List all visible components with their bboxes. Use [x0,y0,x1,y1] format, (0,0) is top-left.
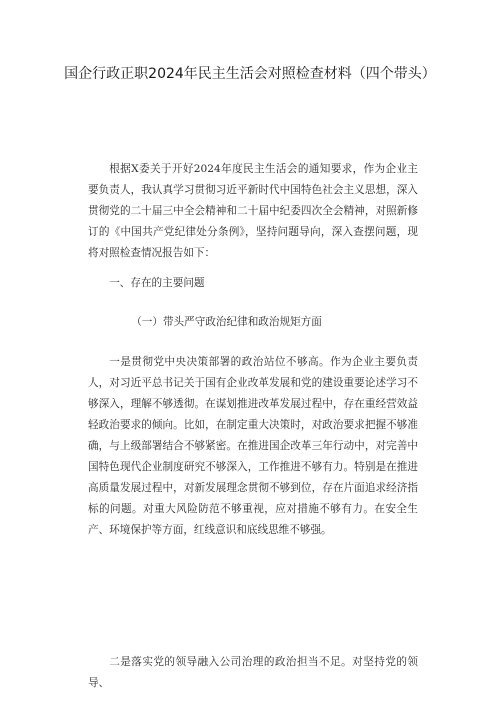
intro-paragraph: 根据X委关于开好2024年度民主生活会的通知要求，作为企业主要负责人，我认真学习贯彻习近平新时代中国特色社会主义思想，深入贯彻党的二十届三中全会精神和二十届中纪委四次全会精神，对照新修订的《中国共产党纪律处分条例》，坚持问题导向，深入查摆问题，现将对照检查情况报告如下： [88,163,418,259]
subsection-heading-political-discipline: （一）带头严守政治纪律和政治规矩方面 [131,316,322,328]
section-heading-problems: 一、存在的主要问题 [109,277,205,289]
document-title: 国企行政正职2024年民主生活会对照检查材料（四个带头） [64,66,436,82]
paragraph-party-leadership: 二是落实党的领导融入公司治理的政治担当不足。对坚持党的领导、 [88,656,418,689]
paragraph-political-stance: 一是贯彻党中央决策部署的政治站位不够高。作为企业主要负责人，对习近平总书记关于国有企业改革发展和党的建设重要论述学习不够深入，理解不够透彻。在谋划推进改革发展过程中，存在重经营效益轻政治要求的倾向。比如，在制定重大决策时，对政治要求把握不够准确，与上级部署结合不够紧密。在推进国企改革三年行动中，对完善中国特色现代企业制度研究不够深入，工作推进不够有力。特别是在推进高质量发展过程中，对新发展理念贯彻不够到位，存在片面追求经济指标的问题。对重大风险防范不够重视，应对措施不够有力。在安全生产、环境保护等方面，红线意识和底线思维不够强。 [88,356,418,536]
